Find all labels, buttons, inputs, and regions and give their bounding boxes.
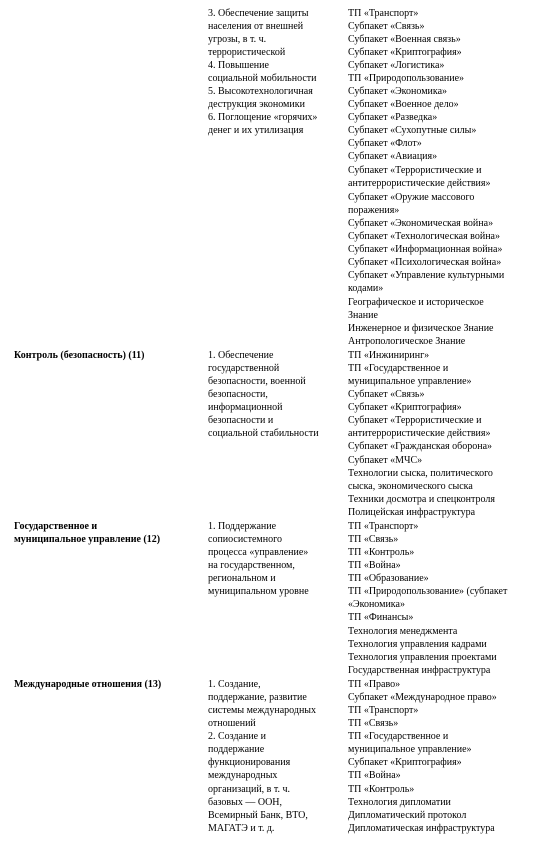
goal-line: деструкция экономики [208,99,305,110]
goal-line: базовых — ООН, [208,797,283,808]
package-line: муниципальное управление» [348,744,472,755]
package-line: «Экономика» [348,599,405,610]
package-line: Субпакет «Связь» [348,21,425,32]
package-line: Субпакет «Гражданская оборона» [348,441,493,452]
package-line: ТП «Финансы» [348,612,414,623]
package-line: ТП «Государственное и [348,363,449,374]
package-line: Технология дипломатии [348,797,451,808]
package-line: Субпакет «Террористические и [348,415,482,426]
goal-line: террористической [208,47,286,58]
package-line: ТП «Транспорт» [348,521,419,532]
package-line: Государственная инфраструктура [348,665,491,676]
goal-line: Всемирный Банк, ВТО, [208,810,308,821]
package-line: ТП «Транспорт» [348,8,419,19]
package-line: Антропологическое Знание [348,336,466,347]
goal-line: безопасности, [208,389,268,400]
package-line: Субпакет «Оружие массового [348,192,475,203]
package-line: Субпакет «Военное дело» [348,99,459,110]
goal-line: системы международных [208,705,317,716]
goal-line: функционирования [208,757,291,768]
goal-line: организаций, в т. ч. [208,784,291,795]
package-line: Субпакет «Террористические и [348,165,482,176]
package-line: Субпакет «Логистика» [348,60,445,71]
goal-line: денег и их утилизация [208,125,304,136]
package-line: антитеррористические действия» [348,428,491,439]
package-line: ТП «Природопользование» [348,73,465,84]
package-line: антитеррористические действия» [348,178,491,189]
package-line: Субпакет «Информационная война» [348,244,503,255]
goal-line: безопасности, военной [208,376,306,387]
goal-line: угрозы, в т. ч. [208,34,267,45]
goal-line: 1. Обеспечение [208,350,274,361]
package-line: Субпакет «Технологическая война» [348,231,500,242]
package-line: Географическое и историческое [348,297,484,308]
package-line: Субпакет «Экономика» [348,86,448,97]
package-line: Технологии сыска, политического [348,468,493,479]
goal-line: процесса «управление» [208,547,309,558]
goal-line: информационной [208,402,283,413]
package-line: Субпакет «Управление культурными [348,270,505,281]
package-line: Субпакет «Экономическая война» [348,218,494,229]
package-line: сыска, экономического сыска [348,481,473,492]
package-line: Субпакет «Флот» [348,138,422,149]
goal-line: 1. Создание, [208,679,261,690]
package-line: Полицейская инфраструктура [348,507,476,518]
goal-line: отношений [208,718,256,729]
package-line: ТП «Природопользование» (субпакет [348,586,508,597]
package-line: муниципальное управление» [348,376,472,387]
package-line: Субпакет «Связь» [348,389,425,400]
goal-line: 4. Повышение [208,60,269,71]
package-line: ТП «Образование» [348,573,429,584]
package-line: Технология управления кадрами [348,639,487,650]
goal-line: муниципальном уровне [208,586,309,597]
goal-line: социальной стабильности [208,428,319,439]
package-line: ТП «Контроль» [348,547,415,558]
section-heading: муниципальное управление (12) [14,534,161,545]
goal-line: на государственном, [208,560,295,571]
goal-line: социальной мобильности [208,73,317,84]
package-line: ТП «Связь» [348,718,399,729]
goal-line: безопасности и [208,415,274,426]
package-line: ТП «Инжиниринг» [348,350,430,361]
package-line: Субпакет «МЧС» [348,455,423,466]
package-line: ТП «Транспорт» [348,705,419,716]
package-line: ТП «Война» [348,560,401,571]
section-heading: Государственное и [14,521,98,532]
package-line: Субпакет «Психологическая война» [348,257,502,268]
package-line: Субпакет «Криптография» [348,757,462,768]
package-line: Субпакет «Сухопутные силы» [348,125,477,136]
package-line: ТП «Право» [348,679,401,690]
goal-line: 3. Обеспечение защиты [208,8,309,19]
section-heading: Международные отношения (13) [14,679,162,690]
goal-line: государственной [208,363,280,374]
goal-line: поддержание [208,744,265,755]
goal-line: 1. Поддержание [208,521,277,532]
goal-line: международных [208,770,278,781]
package-line: Дипломатический протокол [348,810,467,821]
goal-line: региональном и [208,573,276,584]
package-line: кодами» [348,283,384,294]
goal-line: 6. Поглощение «горячих» [208,112,318,123]
package-line: ТП «Контроль» [348,784,415,795]
goal-line: 2. Создание и [208,731,266,742]
package-line: Технология управления проектами [348,652,497,663]
goal-line: 5. Высокотехнологичная [208,86,313,97]
package-line: Инженерное и физическое Знание [348,323,494,334]
goal-line: поддержание, развитие [208,692,307,703]
goal-line: сопиосистемного [208,534,282,545]
package-line: Субпакет «Разведка» [348,112,438,123]
package-line: Знание [348,310,378,321]
package-line: ТП «Война» [348,770,401,781]
package-line: Субпакет «Международное право» [348,692,497,703]
package-line: ТП «Государственное и [348,731,449,742]
package-line: Технология менеджмента [348,626,458,637]
package-line: поражения» [348,205,400,216]
section-heading: Контроль (безопасность) (11) [14,350,145,361]
package-line: ТП «Связь» [348,534,399,545]
package-line: Субпакет «Криптография» [348,402,462,413]
goal-line: населения от внешней [208,21,304,32]
package-line: Субпакет «Военная связь» [348,34,461,45]
package-line: Дипломатическая инфраструктура [348,823,495,834]
package-line: Субпакет «Авиация» [348,151,438,162]
package-line: Техники досмотра и спецконтроля [348,494,495,505]
package-line: Субпакет «Криптография» [348,47,462,58]
goal-line: МАГАТЭ и т. д. [208,823,275,834]
